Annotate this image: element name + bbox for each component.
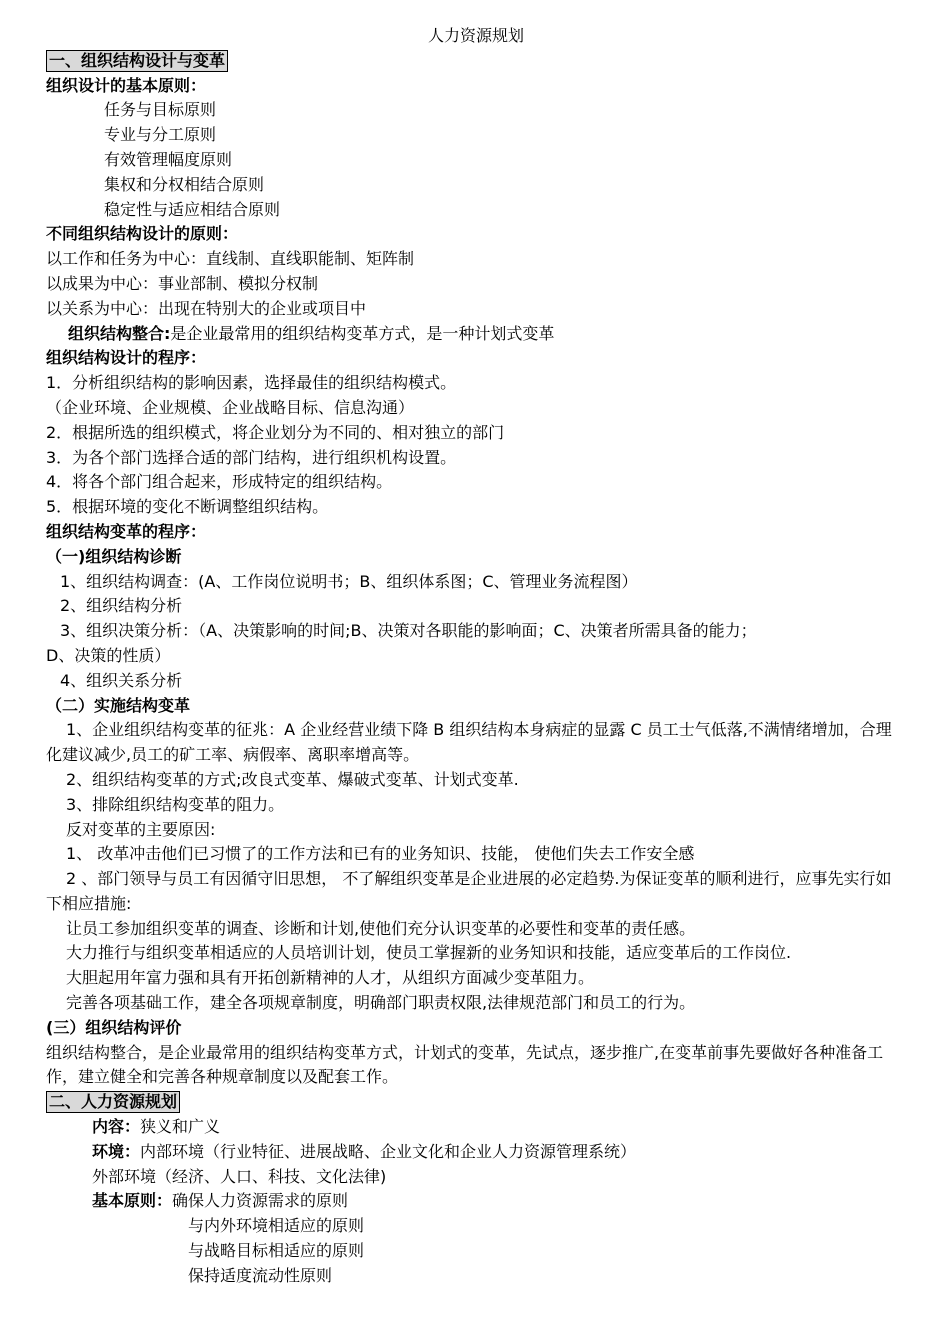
design-procedure-step: 3．为各个部门选择合适的部门结构，进行组织机构设置。: [46, 447, 457, 467]
integration-paragraph: [46, 322, 906, 347]
basic-principle-item: 任务与目标原则: [104, 100, 217, 120]
section2-heading: 二、人力资源规划: [46, 1091, 180, 1113]
diff-principle-item: 以工作和任务为中心：直线制、直线职能制、矩阵制: [46, 249, 415, 269]
diagnosis-item: 2、组织结构分析: [60, 596, 183, 616]
basic-principle-item: 稳定性与适应相结合原则: [104, 199, 281, 219]
diff-principle-item: 以成果为中心：事业部制、模拟分权制: [46, 273, 319, 293]
implement-paragraph: 2、组织结构变革的方式;改良式变革、爆破式变革、计划式变革.: [66, 769, 519, 789]
basic-principle-item: 集权和分权相结合原则: [104, 174, 265, 194]
design-procedure-step: 4．将各个部门组合起来，形成特定的组织结构。: [46, 472, 393, 492]
integration-label: 组织结构整合:: [68, 323, 171, 343]
implement-paragraph: 完善各项基础工作，建全各项规章制度，明确部门职责权限,法律规范部门和员工的行为。: [66, 993, 696, 1013]
diagnosis-item: 4、组织关系分析: [60, 670, 183, 690]
implement-label: （二）实施结构变革: [46, 695, 191, 715]
principle-item: 确保人力资源需求的原则: [172, 1191, 349, 1211]
basic-principle-item: 有效管理幅度原则: [104, 149, 233, 169]
change-procedure-label: 组织结构变革的程序：: [46, 521, 207, 541]
implement-paragraph: 3、排除组织结构变革的阻力。: [66, 794, 285, 814]
content-label: 内容：: [92, 1117, 141, 1137]
evaluation-paragraph: 组织结构整合，是企业最常用的组织结构变革方式，计划式的变革，先试点，逐步推广,在变革前事先要做好各种准备工作，建立健全和完善各种规章制度以及配套工作。: [46, 1042, 884, 1087]
document-title: 人力资源规划: [427, 26, 524, 45]
diagnosis-label: （一)组织结构诊断: [46, 546, 182, 566]
implement-paragraph: 大胆起用年富力强和具有开拓创新精神的人才，从组织方面减少变革阻力。: [66, 968, 595, 988]
document-page: [46, 24, 906, 1289]
env-label: 环境：: [92, 1141, 141, 1161]
basic-principle-item: 专业与分工原则: [104, 125, 217, 145]
env-text: 内部环境（行业特征、进展战略、企业文化和企业人力资源管理系统）: [140, 1141, 637, 1161]
principle-item: 与战略目标相适应的原则: [188, 1241, 365, 1261]
principle-item: 保持适度流动性原则: [188, 1265, 333, 1285]
content-text: 狭义和广义: [140, 1117, 221, 1137]
evaluation-label: (三）组织结构评价: [46, 1017, 182, 1037]
diagnosis-item-continuation: D、决策的性质）: [46, 645, 171, 665]
principle-item: 与内外环境相适应的原则: [188, 1216, 365, 1236]
diagnosis-item: 3、组织决策分析：（A、决策影响的时间;B、决策对各职能的影响面；C、决策者所需具备的能力；: [60, 621, 757, 641]
implement-paragraph: 大力推行与组织变革相适应的人员培训计划，使员工掌握新的业务知识和技能，适应变革后的工作岗位.: [66, 943, 792, 963]
diff-principles-label: 不同组织结构设计的原则：: [46, 224, 239, 244]
env-row: [46, 1140, 906, 1165]
section1-heading-row: [46, 49, 906, 74]
design-procedure-step: （企业环境、企业规模、企业战略目标、信息沟通）: [46, 397, 415, 417]
implement-paragraph: 2 、部门领导与员工有因循守旧思想， 不了解组织变革是企业进展的必定趋势.为保证变革的顺利进行，应事先实行如下相应措施:: [46, 869, 892, 913]
design-procedure-label: 组织结构设计的程序：: [46, 348, 207, 368]
implement-paragraph: 让员工参加组织变革的调查、诊断和计划,使他们充分认识变革的必要性和变革的责任感。: [66, 918, 696, 938]
implement-paragraph: 反对变革的主要原因:: [66, 819, 216, 839]
design-procedure-step: 2．根据所选的组织模式，将企业划分为不同的、相对独立的部门: [46, 422, 505, 442]
principles-label: 基本原则：: [92, 1191, 173, 1211]
basic-principles-label: 组织设计的基本原则：: [46, 75, 207, 95]
section2-heading-row: [46, 1090, 906, 1115]
integration-text: 是企业最常用的组织结构变革方式，是一种计划式变革: [170, 323, 555, 343]
design-procedure-step: 1．分析组织结构的影响因素，选择最佳的组织结构模式。: [46, 373, 457, 393]
implement-paragraph: 1、 改革冲击他们已习惯了的工作方法和已有的业务知识、技能， 使他们失去工作安全感: [66, 844, 695, 864]
diagnosis-item: 1、组织结构调查：(A、工作岗位说明书；B、组织体系图；C、管理业务流程图）: [60, 571, 638, 591]
diff-principle-item: 以关系为中心：出现在特别大的企业或项目中: [46, 298, 367, 318]
principles-row: [46, 1189, 906, 1214]
design-procedure-step: 5．根据环境的变化不断调整组织结构。: [46, 497, 329, 517]
section1-heading: 一、组织结构设计与变革: [46, 50, 228, 72]
content-row: [46, 1115, 906, 1140]
implement-paragraph: 1、企业组织结构变革的征兆：A 企业经营业绩下降 B 组织结构本身病症的显露 C 员工士气低落,不满情绪增加，合理化建议减少,员工的矿工率、病假率、离职率增高等。: [46, 720, 892, 765]
env-external: 外部环境（经济、人口、科技、文化法律): [92, 1166, 387, 1186]
